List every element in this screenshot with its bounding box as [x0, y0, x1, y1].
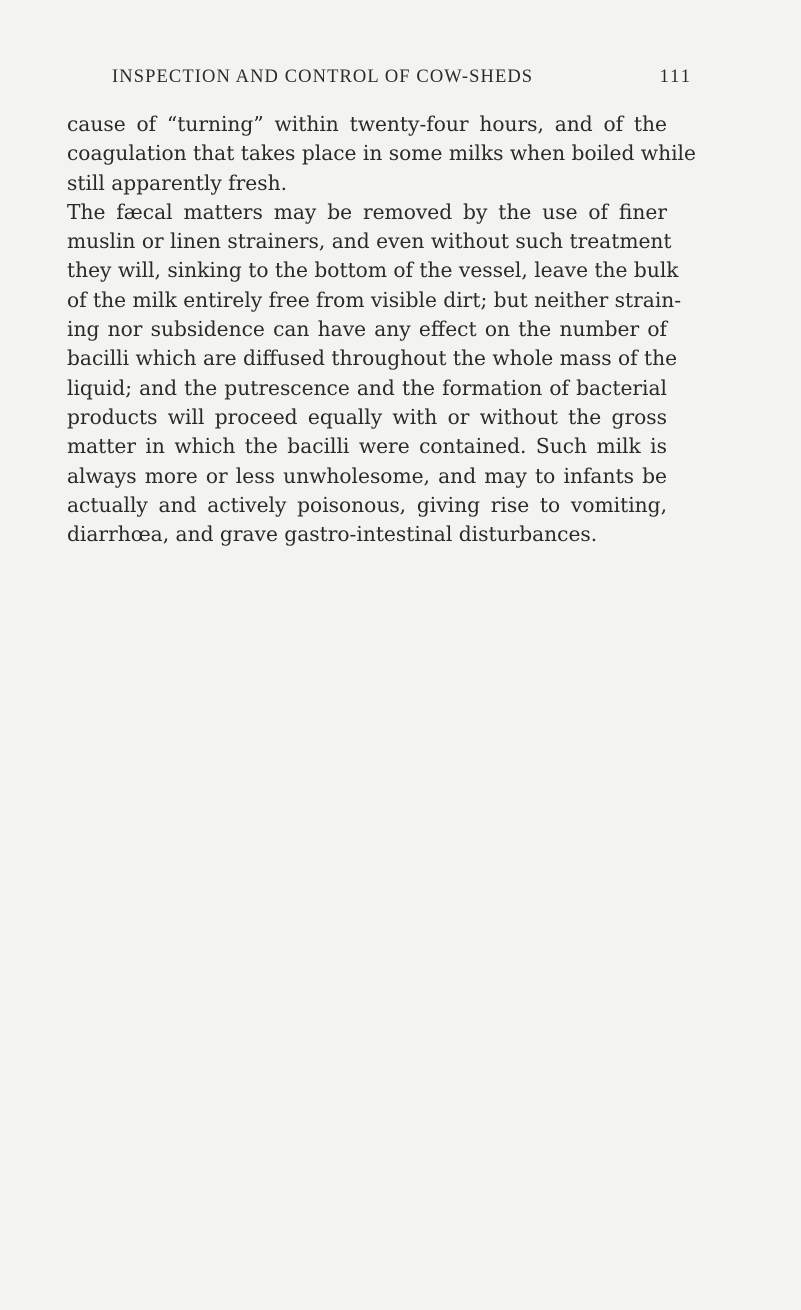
- text-line: of the milk entirely free from visible dirt; but neither strain-: [67, 287, 682, 312]
- text-line: matter in which the bacilli were contained. Such milk is: [67, 434, 667, 459]
- text-line: liquid; and the putrescence and the formation of bacterial: [67, 375, 667, 400]
- text-line: diarrhœa, and grave gastro-intestinal disturbances.: [67, 522, 598, 547]
- page-number: 111: [659, 67, 692, 87]
- text-line: they will, sinking to the bottom of the vessel, leave the bulk: [67, 258, 679, 283]
- running-head: [112, 64, 692, 90]
- text-line: ing nor subsidence can have any effect on the number of: [67, 317, 667, 342]
- text-line: still apparently fresh.: [67, 170, 288, 195]
- text-line: The fæcal matters may be removed by the use of finer: [67, 199, 667, 224]
- running-title: INSPECTION AND CONTROL OF COW-SHEDS: [112, 67, 534, 87]
- text-line: cause of “turning” within twenty-four hours, and of the: [67, 112, 667, 136]
- body-text: [67, 110, 696, 549]
- text-line: products will proceed equally with or without the gross: [67, 404, 667, 429]
- text-line: muslin or linen strainers, and even without such treatment: [67, 229, 672, 254]
- text-line: actually and actively poisonous, giving rise to vomiting,: [67, 492, 667, 517]
- text-line: always more or less unwholesome, and may to infants be: [67, 463, 667, 488]
- text-line: coagulation that takes place in some milks when boiled while: [67, 141, 696, 166]
- text-line: bacilli which are diffused throughout the whole mass of the: [67, 346, 678, 371]
